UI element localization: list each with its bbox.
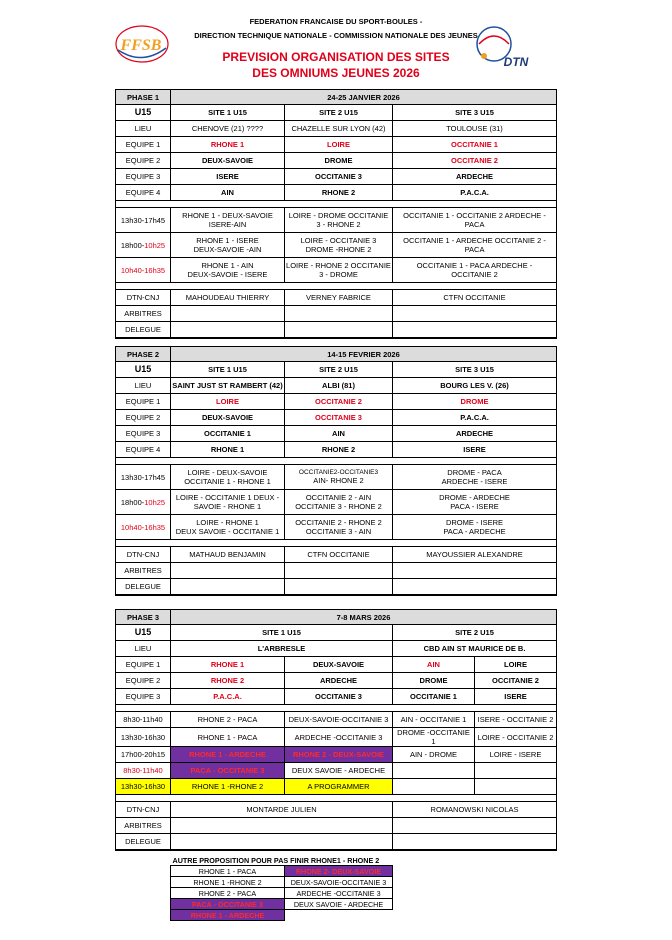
team-cell: P.A.C.A.: [393, 185, 557, 201]
alternative-proposal-table: [170, 855, 393, 921]
site-location: BOURG LES V. (26): [393, 378, 557, 394]
category-label: U15: [116, 105, 171, 121]
site-header: SITE 3 U15: [393, 362, 557, 378]
match-cell: RHONE 1 - PACA: [171, 728, 285, 747]
row-label: LIEU: [116, 378, 171, 394]
match-cell: RHONE 1 - ARDECHE: [171, 747, 285, 763]
team-cell: OCCITANIE 2: [393, 153, 557, 169]
row-label: EQUIPE 4: [116, 442, 171, 458]
row-label: ARBITRES: [116, 306, 171, 322]
match-cell: LOIRE - OCCITANIE 2: [475, 728, 557, 747]
time-slot: 17h00-20h15: [116, 747, 171, 763]
row-label: EQUIPE 2: [116, 410, 171, 426]
row-label: EQUIPE 1: [116, 394, 171, 410]
time-slot: 18h00-10h25: [116, 490, 171, 515]
team-cell: ISERE: [171, 169, 285, 185]
dtn-name: MATHAUD BENJAMIN: [171, 547, 285, 563]
team-cell: RHONE 1: [171, 442, 285, 458]
phase-2-table: [115, 346, 557, 596]
row-label: ARBITRES: [116, 563, 171, 579]
phase-label: PHASE 2: [116, 347, 171, 362]
match-cell: DEUX SAVOIE - ARDECHE: [285, 763, 393, 779]
dtn-name: ROMANOWSKI NICOLAS: [393, 802, 557, 818]
match-cell: RHONE 1 - AIN DEUX-SAVOIE - ISERE: [171, 258, 285, 283]
page-title-line-2: DES OMNIUMS JEUNES 2026: [252, 66, 420, 80]
time-slot: 13h30-17h45: [116, 465, 171, 490]
match-cell: RHONE 1 - ISERE DEUX-SAVOIE -AIN: [171, 233, 285, 258]
site-location: CHENOVE (21) ????: [171, 121, 285, 137]
match-cell: ISERE - OCCITANIE 2: [475, 712, 557, 728]
phase-date: 7-8 MARS 2026: [171, 610, 557, 625]
match-cell: RHONE 2 - PACA: [171, 712, 285, 728]
row-label: EQUIPE 4: [116, 185, 171, 201]
phase-label: PHASE 1: [116, 90, 171, 105]
team-cell: RHONE 1: [171, 657, 285, 673]
site-location: SAINT JUST ST RAMBERT (42): [171, 378, 285, 394]
team-cell: RHONE 2: [171, 673, 285, 689]
match-cell: LOIRE - DEUX-SAVOIE OCCITANIE 1 - RHONE 1: [171, 465, 285, 490]
site-header: SITE 1 U15: [171, 625, 393, 641]
site-header: SITE 1 U15: [171, 105, 285, 121]
team-cell: LOIRE: [475, 657, 557, 673]
match-cell: [475, 763, 557, 779]
dtn-name: MONTARDE JULIEN: [171, 802, 393, 818]
phase-1-table: [115, 89, 557, 339]
match-cell: DROME - ARDECHE PACA - ISERE: [393, 490, 557, 515]
team-cell: DEUX-SAVOIE: [171, 410, 285, 426]
row-label: EQUIPE 3: [116, 169, 171, 185]
match-cell: [393, 763, 475, 779]
phase-date: 14-15 FEVRIER 2026: [171, 347, 557, 362]
alt-cell: ARDECHE -OCCITANIE 3: [285, 888, 393, 899]
match-cell: LOIRE - OCCITANIE 3 DROME -RHONE 2: [285, 233, 393, 258]
team-cell: RHONE 2: [285, 185, 393, 201]
site-header: SITE 3 U15: [393, 105, 557, 121]
ffsb-logo-text: FFSB: [120, 37, 162, 54]
alt-cell: RHONE 1 - ARDECHE: [171, 910, 285, 921]
match-cell: LOIRE - OCCITANIE 1 DEUX - SAVOIE - RHONE 1: [171, 490, 285, 515]
phase-3-table: [115, 609, 557, 851]
match-cell: OCCITANIE 2 - AIN OCCITANIE 3 - RHONE 2: [285, 490, 393, 515]
match-cell: LOIRE - ISERE: [475, 747, 557, 763]
row-label: EQUIPE 3: [116, 426, 171, 442]
time-slot: 8h30-11h40: [116, 712, 171, 728]
row-label: ARBITRES: [116, 818, 171, 834]
match-cell: RHONE 1 - DEUX-SAVOIE ISERE-AIN: [171, 208, 285, 233]
match-cell: RHONE 2 - DEUX-SAVOIE: [285, 747, 393, 763]
category-label: U15: [116, 362, 171, 378]
time-slot: 10h40-16h35: [116, 258, 171, 283]
dtn-name: CTFN OCCITANIE: [285, 547, 393, 563]
match-cell: A PROGRAMMER: [285, 779, 393, 795]
match-cell: [475, 779, 557, 795]
match-cell: OCCITANIE 1 - PACA ARDECHE - OCCITANIE 2: [393, 258, 557, 283]
team-cell: ISERE: [475, 689, 557, 705]
team-cell: P.A.C.A.: [171, 689, 285, 705]
team-cell: OCCITANIE 1: [171, 426, 285, 442]
match-cell: LOIRE - DROME OCCITANIE 3 - RHONE 2: [285, 208, 393, 233]
row-label: DTN-CNJ: [116, 547, 171, 563]
match-cell: OCCITANIE 1 - ARDECHE OCCITANIE 2 - PACA: [393, 233, 557, 258]
dtn-name: VERNEY FABRICE: [285, 290, 393, 306]
time-slot: 10h40-16h35: [116, 515, 171, 540]
match-cell: [393, 779, 475, 795]
row-label: DTN-CNJ: [116, 802, 171, 818]
time-slot: 13h30-16h30: [116, 728, 171, 747]
team-cell: OCCITANIE 2: [285, 394, 393, 410]
team-cell: LOIRE: [171, 394, 285, 410]
match-cell: DROME - PACA ARDECHE - ISERE: [393, 465, 557, 490]
match-cell: LOIRE - RHONE 1 DEUX SAVOIE - OCCITANIE 1: [171, 515, 285, 540]
match-cell: RHONE 1 -RHONE 2: [171, 779, 285, 795]
alt-cell: RHONE 1 - PACA: [171, 866, 285, 877]
match-cell: LOIRE - RHONE 2 OCCITANIE 3 - DROME: [285, 258, 393, 283]
team-cell: ARDECHE: [393, 169, 557, 185]
team-cell: AIN: [285, 426, 393, 442]
time-slot: 13h30-17h45: [116, 208, 171, 233]
time-slot: 13h30-16h30: [116, 779, 171, 795]
team-cell: RHONE 2: [285, 442, 393, 458]
phase-label: PHASE 3: [116, 610, 171, 625]
team-cell: ARDECHE: [285, 673, 393, 689]
match-cell: AIN - OCCITANIE 1: [393, 712, 475, 728]
dtn-name: MAYOUSSIER ALEXANDRE: [393, 547, 557, 563]
federation-line-1: FEDERATION FRANCAISE DU SPORT-BOULES -: [249, 17, 423, 26]
site-location: CBD AIN ST MAURICE DE B.: [393, 641, 557, 657]
site-header: SITE 2 U15: [285, 105, 393, 121]
team-cell: ISERE: [393, 442, 557, 458]
match-cell: OCCITANIE 2 - RHONE 2 OCCITANIE 3 - AIN: [285, 515, 393, 540]
team-cell: OCCITANIE 3: [285, 689, 393, 705]
site-location: TOULOUSE (31): [393, 121, 557, 137]
team-cell: DROME: [393, 394, 557, 410]
team-cell: DROME: [285, 153, 393, 169]
row-label: EQUIPE 1: [116, 137, 171, 153]
alternative-title: AUTRE PROPOSITION POUR PAS FINIR RHONE1 - RHONE 2: [172, 855, 380, 865]
match-cell: ARDECHE -OCCITANIE 3: [285, 728, 393, 747]
dtn-name: CTFN OCCITANIE: [393, 290, 557, 306]
row-label: EQUIPE 1: [116, 657, 171, 673]
site-location: CHAZELLE SUR LYON (42): [285, 121, 393, 137]
alt-cell: DEUX SAVOIE - ARDECHE: [285, 899, 393, 910]
alt-cell: RHONE 2 - PACA: [171, 888, 285, 899]
match-cell: OCCITANIE2-OCCITANIE3 AIN- RHONE 2: [285, 465, 393, 490]
site-header: SITE 2 U15: [393, 625, 557, 641]
alt-cell: RHONE 1 -RHONE 2: [171, 877, 285, 888]
row-label: DTN-CNJ: [116, 290, 171, 306]
federation-line-2: DIRECTION TECHNIQUE NATIONALE - COMMISSION NATIONALE DES JEUNES: [194, 31, 478, 40]
team-cell: OCCITANIE 1: [393, 689, 475, 705]
row-label: EQUIPE 2: [116, 673, 171, 689]
time-slot: 8h30-11h40: [116, 763, 171, 779]
dtn-logo-text: DTN: [503, 55, 529, 69]
page-title-line-1: PREVISION ORGANISATION DES SITES: [222, 50, 450, 64]
team-cell: AIN: [393, 657, 475, 673]
row-label: DELEGUE: [116, 322, 171, 338]
team-cell: DEUX-SAVOIE: [171, 153, 285, 169]
site-location: ALBI (81): [285, 378, 393, 394]
team-cell: DEUX-SAVOIE: [285, 657, 393, 673]
team-cell: DROME: [393, 673, 475, 689]
team-cell: OCCITANIE 2: [475, 673, 557, 689]
site-location: L'ARBRESLE: [171, 641, 393, 657]
team-cell: OCCITANIE 3: [285, 410, 393, 426]
dtn-name: MAHOUDEAU THIERRY: [171, 290, 285, 306]
team-cell: AIN: [171, 185, 285, 201]
match-cell: DROME - ISERE PACA - ARDECHE: [393, 515, 557, 540]
team-cell: OCCITANIE 1: [393, 137, 557, 153]
alt-cell: RHONE 2- DEUX-SAVOIE: [285, 866, 393, 877]
row-label: EQUIPE 2: [116, 153, 171, 169]
dtn-logo: [470, 22, 534, 72]
phase-date: 24-25 JANVIER 2026: [171, 90, 557, 105]
team-cell: ARDECHE: [393, 426, 557, 442]
row-label: LIEU: [116, 121, 171, 137]
match-cell: OCCITANIE 1 - OCCITANIE 2 ARDECHE - PACA: [393, 208, 557, 233]
match-cell: DROME -OCCITANIE 1: [393, 728, 475, 747]
match-cell: DEUX-SAVOIE-OCCITANIE 3: [285, 712, 393, 728]
alt-cell: DEUX-SAVOIE-OCCITANIE 3: [285, 877, 393, 888]
alt-cell: PACA - OCCITANIE 3: [171, 899, 285, 910]
match-cell: PACA - OCCITANIE 3: [171, 763, 285, 779]
team-cell: OCCITANIE 3: [285, 169, 393, 185]
team-cell: LOIRE: [285, 137, 393, 153]
alt-cell: [285, 910, 393, 921]
time-slot: 18h00-10h25: [116, 233, 171, 258]
site-header: SITE 2 U15: [285, 362, 393, 378]
row-label: LIEU: [116, 641, 171, 657]
team-cell: RHONE 1: [171, 137, 285, 153]
row-label: EQUIPE 3: [116, 689, 171, 705]
match-cell: AIN - DROME: [393, 747, 475, 763]
row-label: DELEGUE: [116, 834, 171, 850]
team-cell: P.A.C.A.: [393, 410, 557, 426]
site-header: SITE 1 U15: [171, 362, 285, 378]
row-label: DELEGUE: [116, 579, 171, 595]
category-label: U15: [116, 625, 171, 641]
